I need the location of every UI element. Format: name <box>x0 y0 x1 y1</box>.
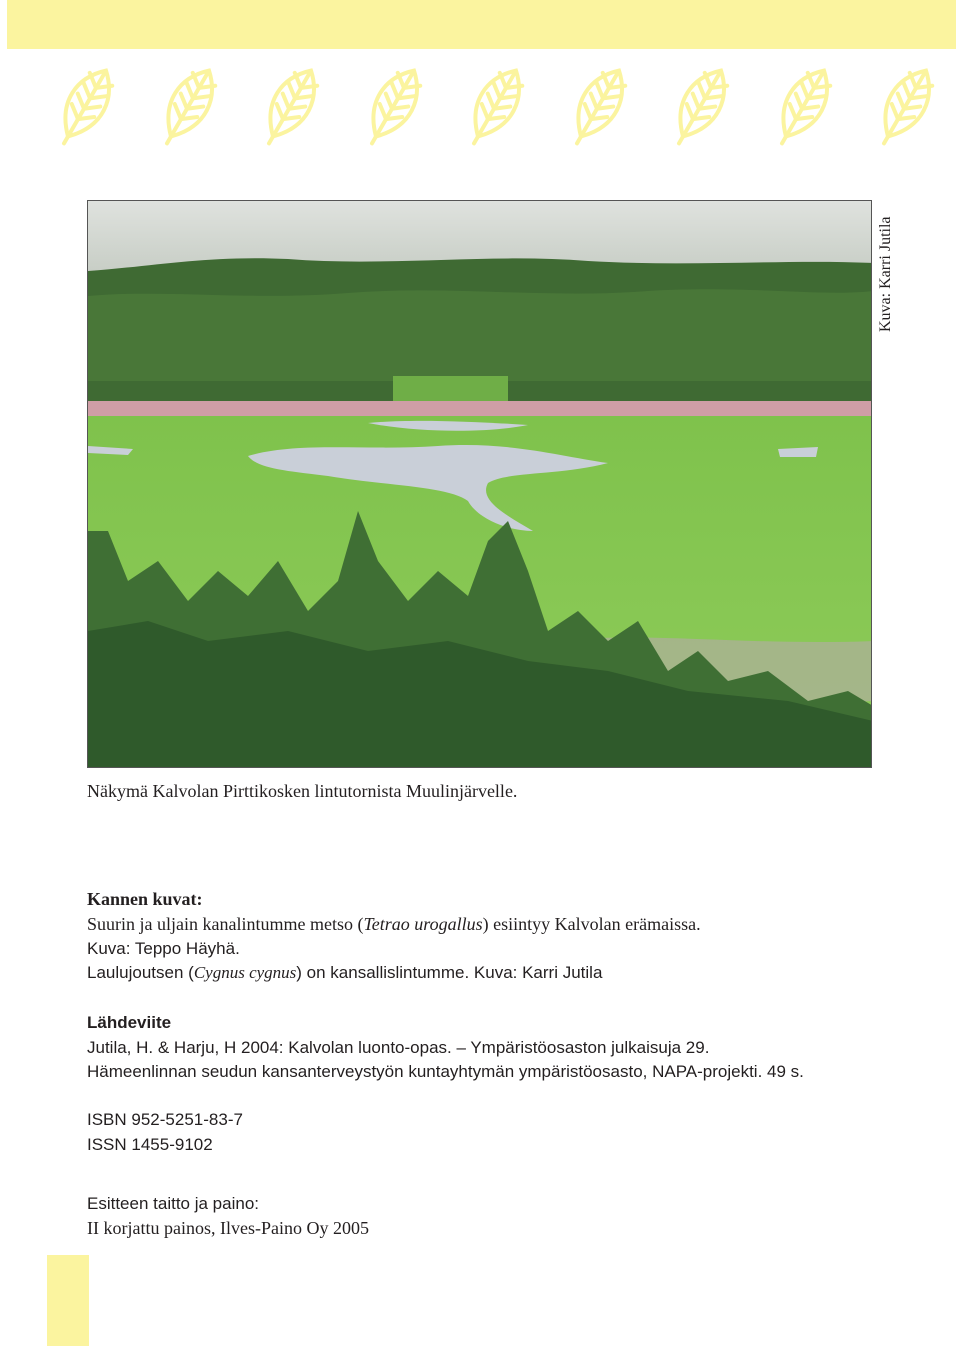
issn: ISSN 1455-9102 <box>87 1135 213 1154</box>
leaf-icon <box>558 57 638 152</box>
cover-heading: Kannen kuvat: <box>87 889 203 909</box>
top-color-band <box>7 0 956 49</box>
leaf-icon <box>45 57 125 152</box>
leaf-icon <box>763 57 843 152</box>
cover-line-1 <box>87 913 701 935</box>
landscape-photo-illustration <box>88 201 872 768</box>
cover-line-3-post: ) on kansallislintumme. Kuva: Karri Jutila <box>296 963 603 982</box>
leaf-icon <box>455 57 535 152</box>
reference-line-2: Hämeenlinnan seudun kansanterveystyön kuntayhtymän ympäristöosasto, NAPA-projekti. 49 s. <box>87 1062 804 1081</box>
leaf-icon <box>865 57 945 152</box>
cover-line-2: Kuva: Teppo Häyhä. <box>87 939 240 958</box>
leaf-decoration-row <box>45 57 945 152</box>
cover-line-1-species: Tetrao urogallus <box>363 914 483 934</box>
cover-line-1-post: ) esiintyy Kalvolan erämaissa. <box>482 914 701 934</box>
reference-line-1: Jutila, H. & Harju, H 2004: Kalvolan luonto-opas. – Ympäristöosaston julkaisuja 29. <box>87 1038 710 1057</box>
isbn: ISBN 952-5251-83-7 <box>87 1110 243 1129</box>
bottom-color-tab <box>47 1255 89 1346</box>
cover-line-3-species: Cygnus cygnus <box>193 963 297 982</box>
leaf-icon <box>148 57 228 152</box>
cover-line-1-pre: Suurin ja uljain kanalintumme metso ( <box>87 914 364 934</box>
leaf-icon <box>660 57 740 152</box>
cover-line-3 <box>87 962 602 984</box>
photo-credit: Kuva: Karri Jutila <box>877 216 894 332</box>
leaf-icon <box>353 57 433 152</box>
print-label: Esitteen taitto ja paino: <box>87 1194 260 1213</box>
photo-caption: Näkymä Kalvolan Pirttikosken lintutornista Muulinjärvelle. <box>87 781 518 801</box>
reference-heading: Lähdeviite <box>87 1013 172 1032</box>
print-value: II korjattu painos, Ilves-Paino Oy 2005 <box>87 1218 369 1238</box>
cover-line-3-pre: Laulujoutsen ( <box>87 963 194 982</box>
landscape-photo <box>87 200 872 768</box>
leaf-icon <box>250 57 330 152</box>
